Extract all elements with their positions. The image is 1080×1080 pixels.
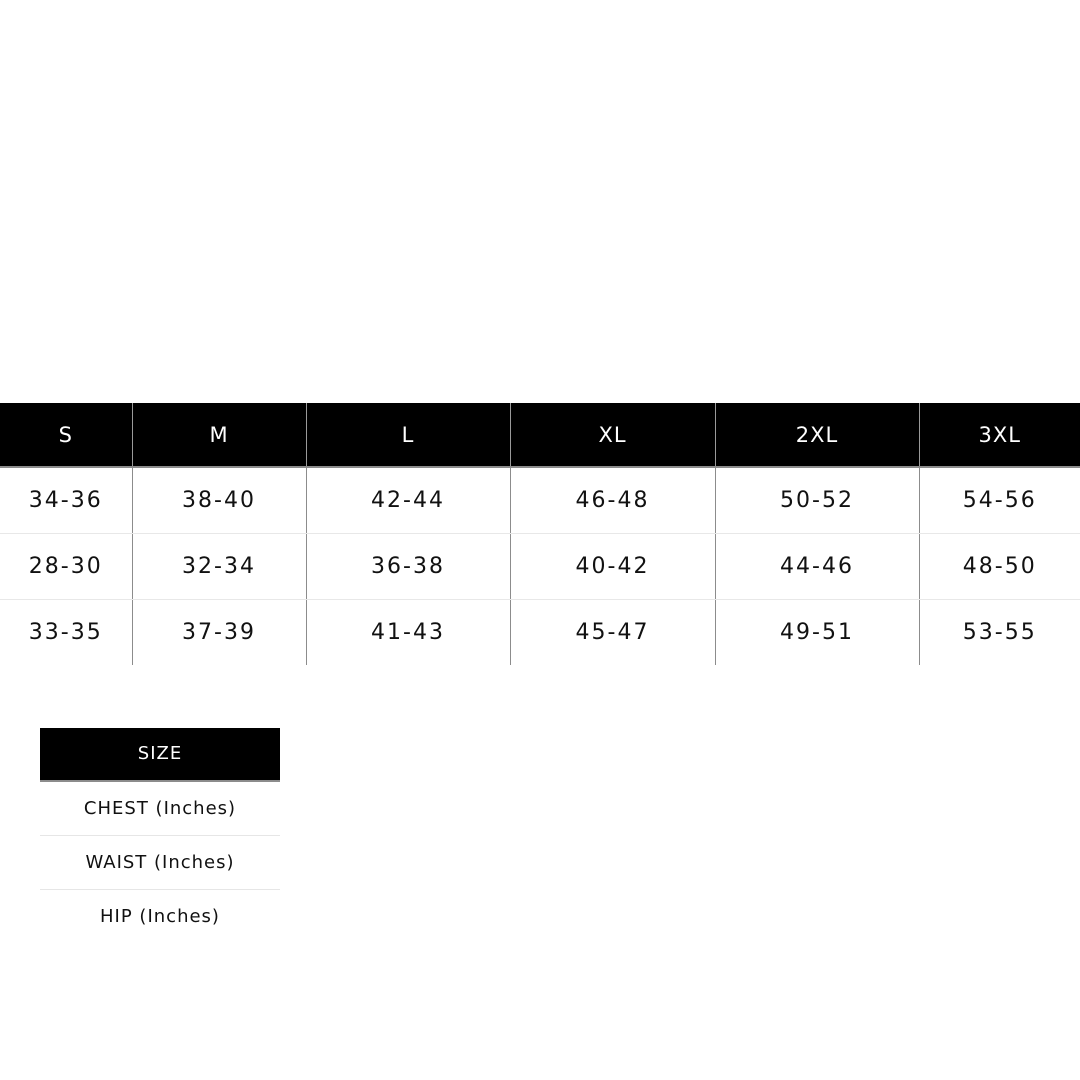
table-cell: 33-35 [28, 620, 103, 645]
size-header-xl: XL [510, 403, 715, 467]
legend-row-hip: HIP (Inches) [100, 906, 220, 927]
table-cell: 42-44 [306, 467, 510, 534]
legend-row-chest: CHEST (Inches) [40, 782, 280, 836]
table-cell: 36-38 [306, 534, 510, 600]
size-header-row [0, 403, 1080, 467]
table-cell: 37-39 [132, 600, 306, 666]
table-cell: 54-56 [919, 467, 1080, 534]
size-header-2xl: 2XL [715, 403, 919, 467]
table-cell: 49-51 [715, 600, 919, 666]
table-cell: 48-50 [919, 534, 1080, 600]
table-cell: 53-55 [919, 600, 1080, 666]
size-header-s: S [0, 403, 132, 467]
size-header-m: M [132, 403, 306, 467]
table-cell: 44-46 [715, 534, 919, 600]
table-cell: 45-47 [510, 600, 715, 666]
table-cell: 38-40 [132, 467, 306, 534]
size-header-3xl: 3XL [919, 403, 1080, 467]
table-cell: 32-34 [132, 534, 306, 600]
table-cell: 28-30 [0, 534, 132, 600]
table-cell: 50-52 [715, 467, 919, 534]
table-cell: 41-43 [306, 600, 510, 666]
waist-row [0, 534, 1080, 600]
chest-row [0, 467, 1080, 534]
hip-row [0, 600, 1080, 666]
legend-row-waist: WAIST (Inches) [40, 836, 280, 890]
measurement-legend [40, 728, 280, 943]
table-cell: 40-42 [510, 534, 715, 600]
size-header-l: L [306, 403, 510, 467]
table-cell: 34-36 [0, 467, 132, 534]
legend-header: SIZE [40, 728, 280, 782]
table-cell: 46-48 [510, 467, 715, 534]
size-chart-table [0, 403, 1080, 665]
